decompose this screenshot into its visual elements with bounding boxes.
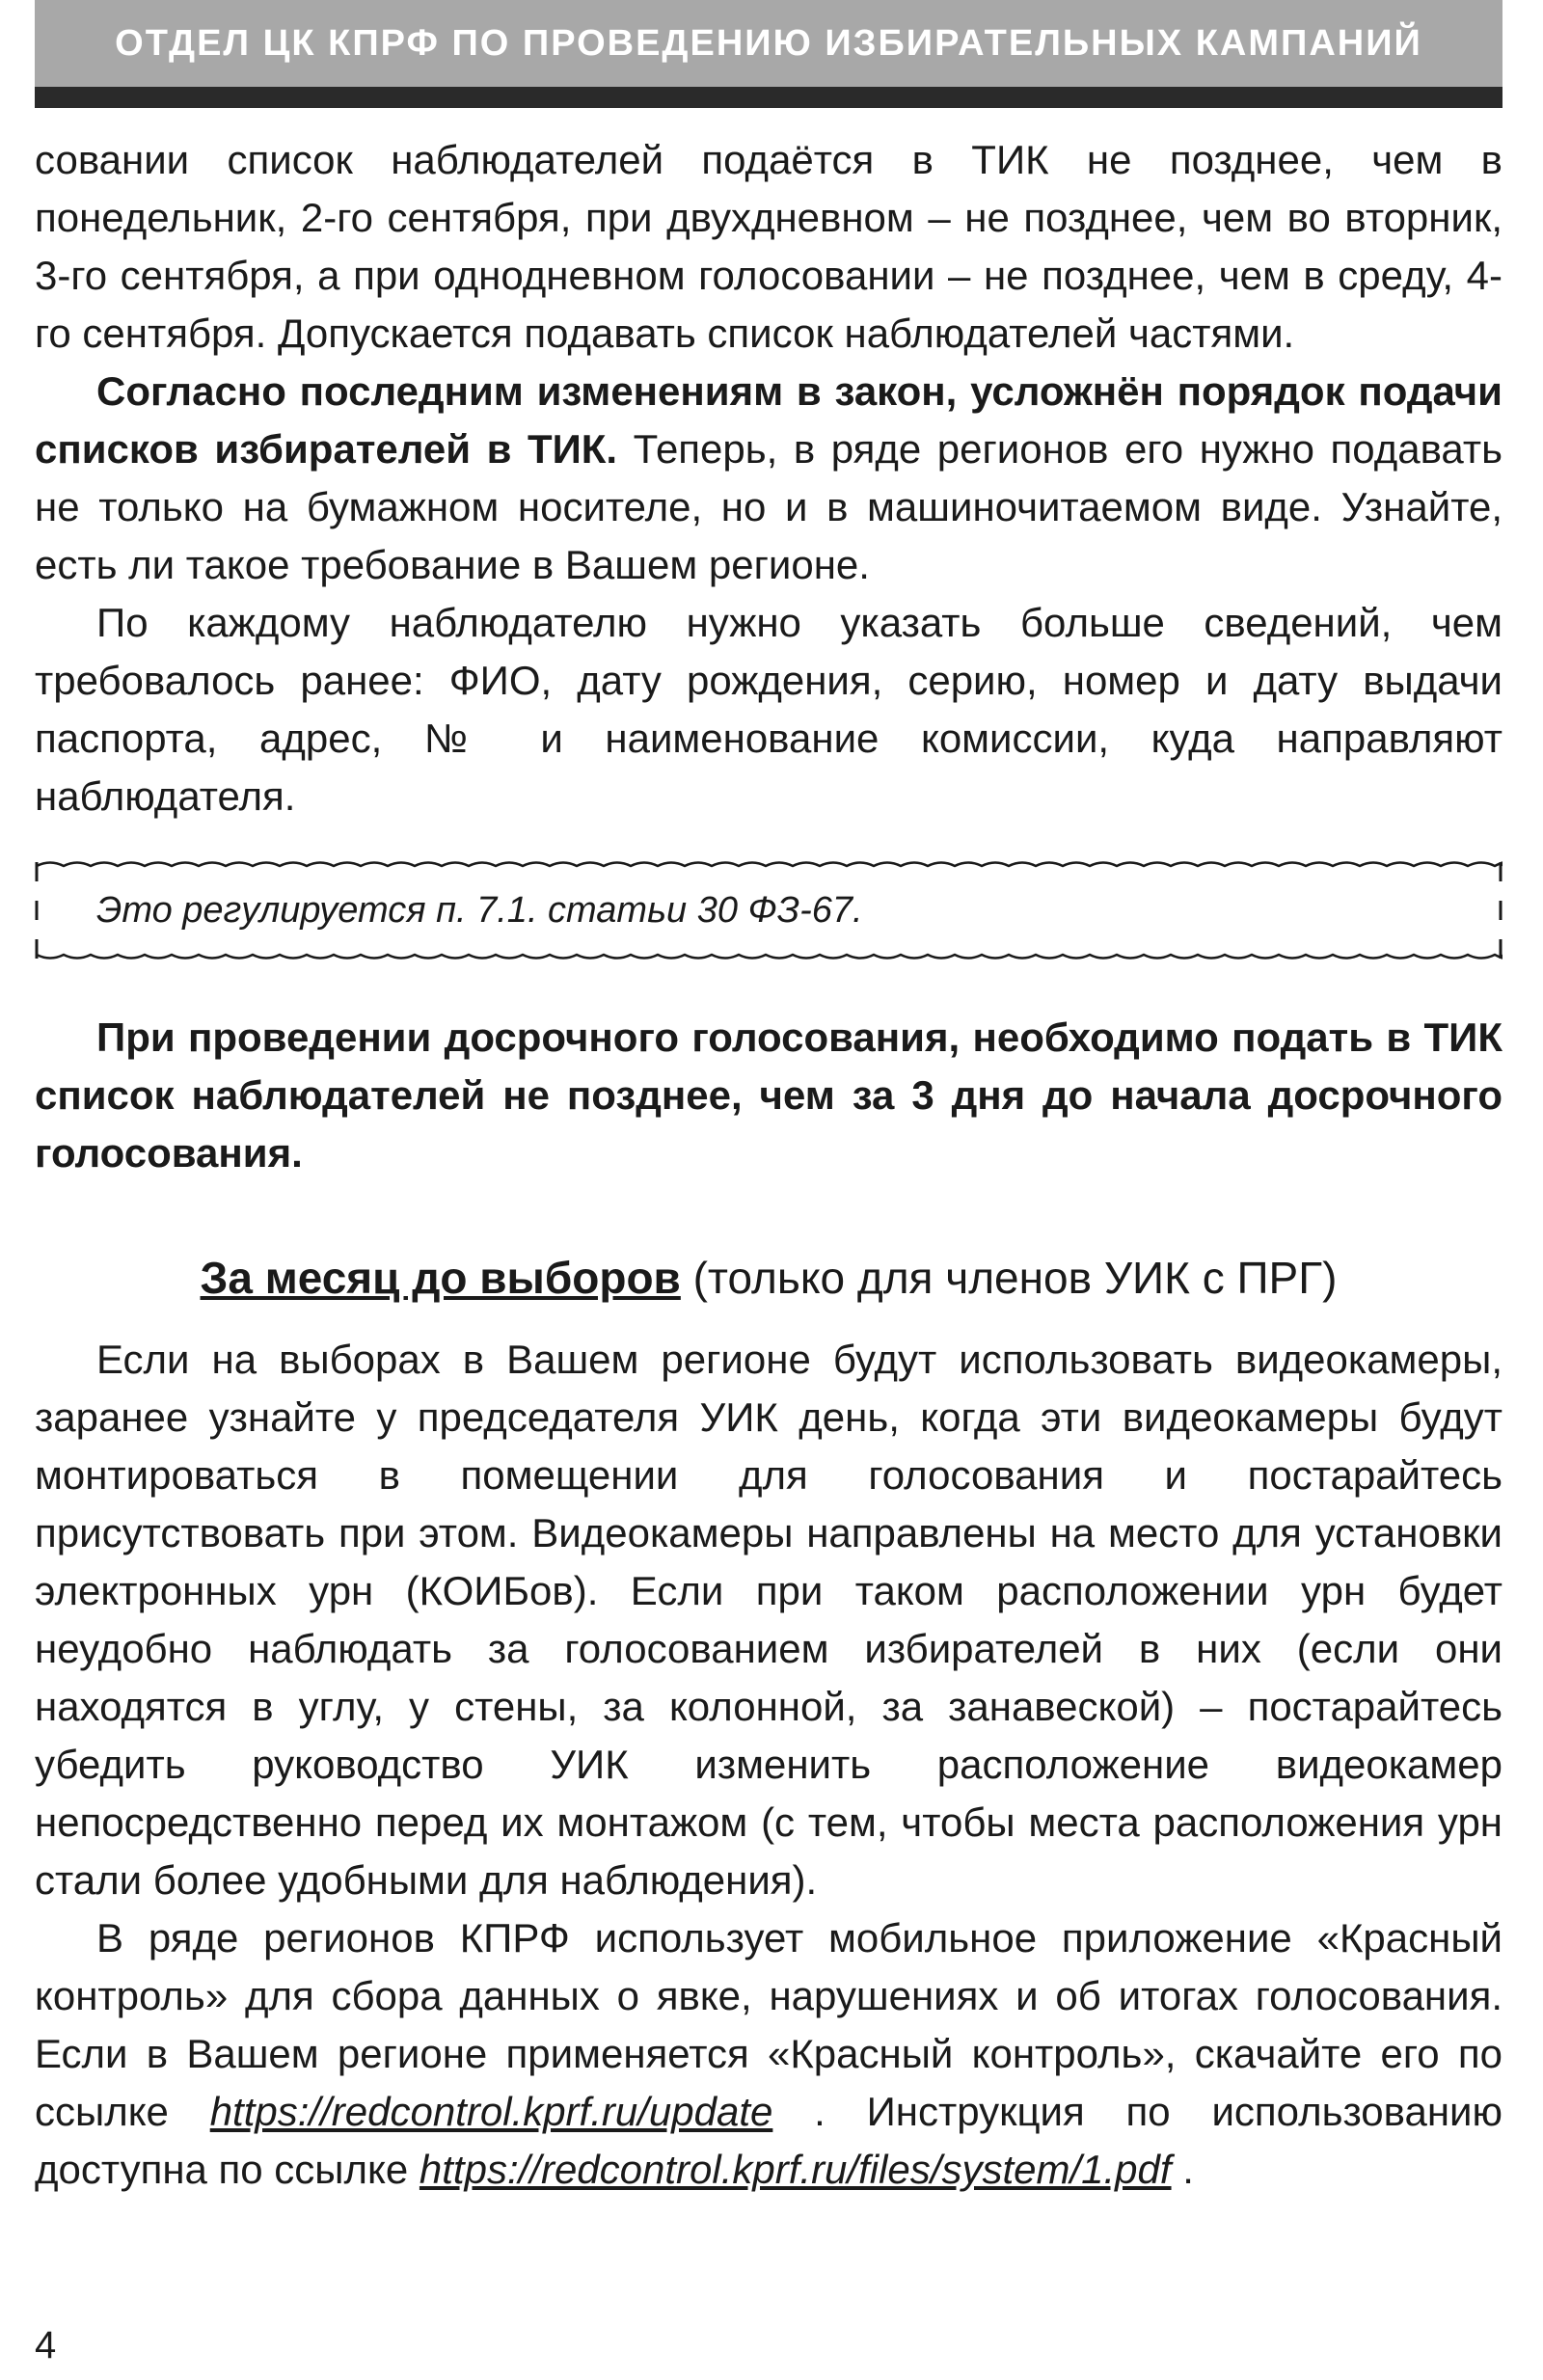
red-control-text-a: В ряде регионов КПРФ использует мобильное приложение «Красный контроль» для сбора данных о явке, нарушениях и об итогах голосования. Если в Вашем регионе применяется «Красный контроль», скачайте его по ссылке: [35, 1915, 1502, 2134]
redcontrol-update-link[interactable]: https://redcontrol.kprf.ru/update: [209, 2089, 773, 2134]
note-text: Это регулируется п. 7.1. статьи 30 ФЗ-67.: [96, 890, 863, 931]
paragraph-video-cameras: Если на выборах в Вашем регионе будут использовать видеокамеры, заранее узнайте у председателя УИК день, когда эти видеокамеры будут монтироваться в помещении для голосования и постарайтесь присутствовать при этом. Видеокамеры направлены на место для установки электронных урн (КОИБов). Если при таком расположении урн будет неудобно наблюдать за голосованием избирателей в них (если они находятся в углу, у стены, за колонной, за занавеской) – постарайтесь убедить руководство УИК изменить расположение видеокамер непосредственно перед их монтажом (с тем, чтобы места расположения урн стали более удобными для наблюдения).: [35, 1337, 1502, 1903]
page-content: [35, 131, 1502, 2199]
paragraph-red-control: [35, 1909, 1502, 2199]
note-box: [35, 854, 1502, 966]
paragraph-observer-details: По каждому наблюдателю нужно указать больше сведений, чем требовалось ранее: ФИО, дату рождения, серию, номер и дату выдачи паспорта, адрес, № и наименование комиссии, куда направляют наблюдателя.: [35, 600, 1502, 819]
page-header: [35, 0, 1502, 87]
paragraph-law-changes: [35, 363, 1502, 594]
law-changes-bold: Согласно последним изменениям в закон, усложнён порядок подачи списков избирателей в ТИК.: [35, 368, 1502, 472]
red-control-text-b: . Инструкция по использованию доступна по ссылке: [35, 2089, 1502, 2192]
section-heading-sub: (только для членов УИК с ПРГ): [680, 1253, 1338, 1303]
header-rule: [35, 87, 1502, 108]
section-heading-main: За месяц до выборов: [200, 1253, 681, 1303]
early-voting-bold: При проведении досрочного голосования, необходимо подать в ТИК список наблюдателей не позднее, чем за 3 дня до начала досрочного голосования.: [35, 1014, 1502, 1176]
paragraph-continuation: совании список наблюдателей подаётся в ТИК не позднее, чем в понедельник, 2-го сентября, при двухдневном – не позднее, чем во вторник, 3-го сентября, а при однодневном голосовании – не позднее, чем в среду, 4-го сентября. Допускается подавать список наблюдателей частями.: [35, 137, 1502, 356]
redcontrol-manual-link[interactable]: https://redcontrol.kprf.ru/files/system/1.pdf: [419, 2147, 1172, 2192]
header-title: ОТДЕЛ ЦК КПРФ ПО ПРОВЕДЕНИЮ ИЗБИРАТЕЛЬНЫХ КАМПАНИЙ: [115, 22, 1422, 64]
page-number: 4: [35, 2324, 57, 2366]
red-control-text-c: .: [1171, 2147, 1194, 2192]
section-heading: [35, 1248, 1502, 1308]
paragraph-early-voting: [35, 1009, 1502, 1182]
law-changes-rest: Теперь, в ряде регионов его нужно подавать не только на бумажном носителе, но и в машиночитаемом виде. Узнайте, есть ли такое требование в Вашем регионе.: [35, 426, 1502, 587]
